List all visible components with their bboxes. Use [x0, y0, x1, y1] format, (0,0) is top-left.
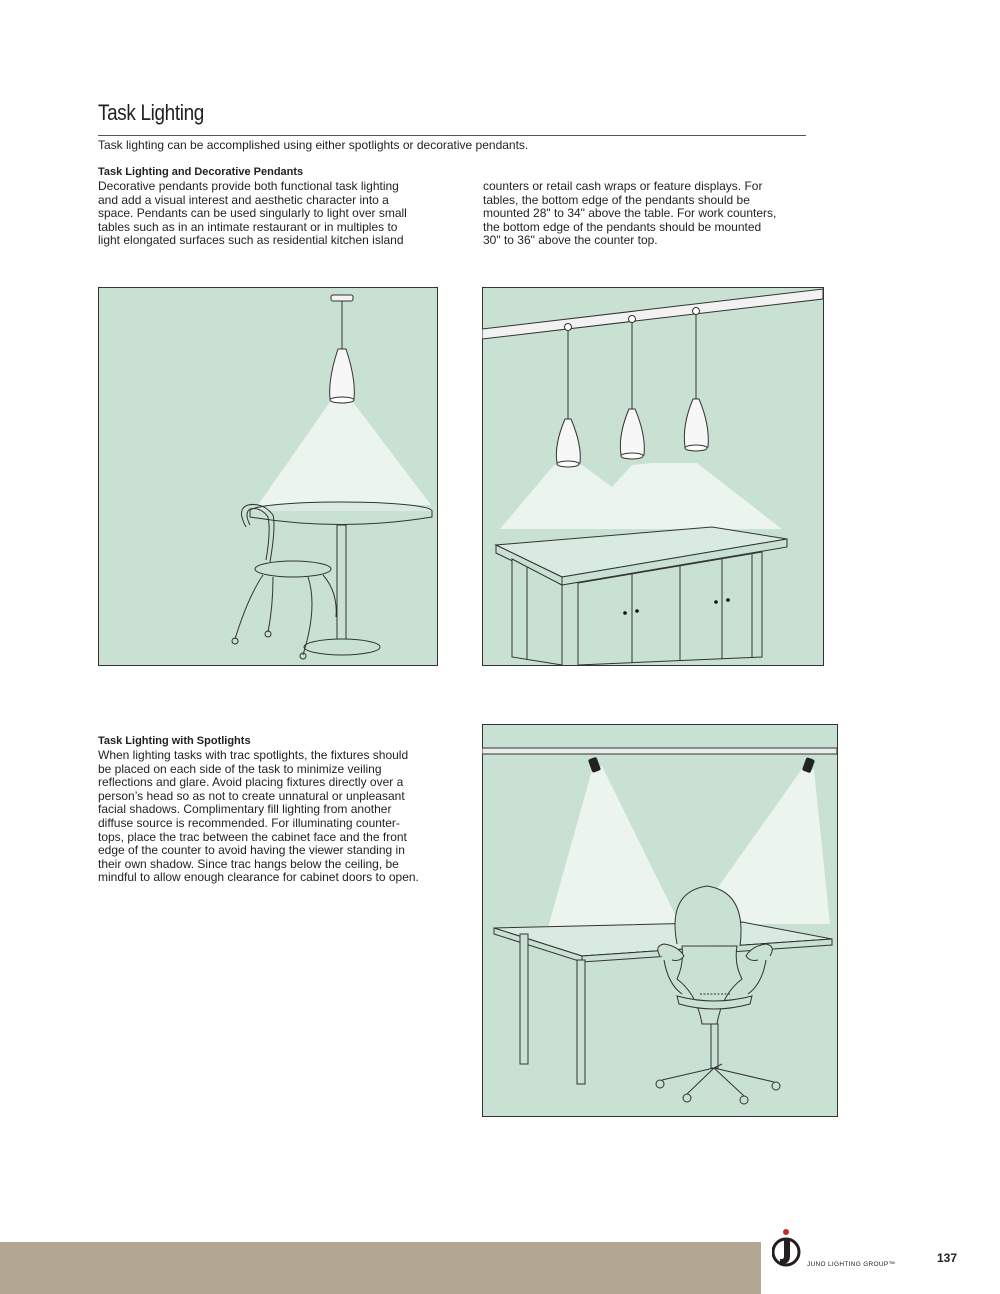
- text-line: the bottom edge of the pendants should be mounted: [483, 219, 762, 234]
- text-line: space. Pendants can be used singularly to light over small: [98, 206, 407, 221]
- text-line: edge of the counter to avoid having the viewer standing in: [98, 843, 405, 858]
- text-line: tables, the bottom edge of the pendants should be: [483, 192, 750, 207]
- text-line: Decorative pendants provide both functional task lighting: [98, 179, 399, 193]
- text-line: tables such as in an intimate restaurant or in multiples to: [98, 219, 398, 234]
- text-line: facial shadows. Complimentary fill lighting from another: [98, 802, 392, 817]
- title-rule: [98, 135, 806, 136]
- intro-text: Task lighting can be accomplished using either spotlights or decorative pendants.: [98, 138, 529, 152]
- text-line: their own shadow. Since trac hangs below the ceiling, be: [98, 856, 399, 871]
- single-pendant-table-illustration: [98, 287, 438, 667]
- pendants-heading: Task Lighting and Decorative Pendants: [98, 166, 304, 178]
- spotlights-heading: Task Lighting with Spotlights: [98, 735, 251, 747]
- text-line: tops, place the trac between the cabinet face and the front: [98, 829, 407, 844]
- juno-logo-icon: [772, 1228, 804, 1268]
- text-line: and add a visual interest and aesthetic character into a: [98, 192, 389, 207]
- text-line: light elongated surfaces such as residential kitchen island: [98, 233, 404, 248]
- page-title: Task Lighting: [98, 100, 204, 125]
- text-line: diffuse source is recommended. For illuminating counter-: [98, 815, 400, 830]
- spotlights-text: [98, 749, 419, 885]
- text-line: When lighting tasks with trac spotlights, the fixtures should: [98, 748, 409, 762]
- text-line: 30" to 36" above the counter top.: [483, 233, 658, 248]
- spotlight-desk-illustration: [482, 724, 838, 1118]
- text-line: reflections and glare. Avoid placing fixtures directly over a: [98, 775, 404, 790]
- pendants-col2: [483, 180, 776, 248]
- text-line: mounted 28" to 34" above the table. For work counters,: [483, 206, 777, 221]
- triple-pendant-counter-illustration: [482, 287, 824, 667]
- text-line: mindful to allow enough clearance for cabinet doors to open.: [98, 870, 419, 885]
- brand-name: JUNO LIGHTING GROUP™: [807, 1261, 896, 1268]
- page-number: 137: [937, 1251, 958, 1265]
- pendants-col1: [98, 180, 407, 248]
- text-line: counters or retail cash wraps or feature displays. For: [483, 179, 763, 193]
- footer-band: [0, 1242, 761, 1294]
- text-line: be placed on each side of the task to minimize veiling: [98, 761, 382, 776]
- text-line: person’s head so as not to create unnatural or unpleasant: [98, 788, 405, 803]
